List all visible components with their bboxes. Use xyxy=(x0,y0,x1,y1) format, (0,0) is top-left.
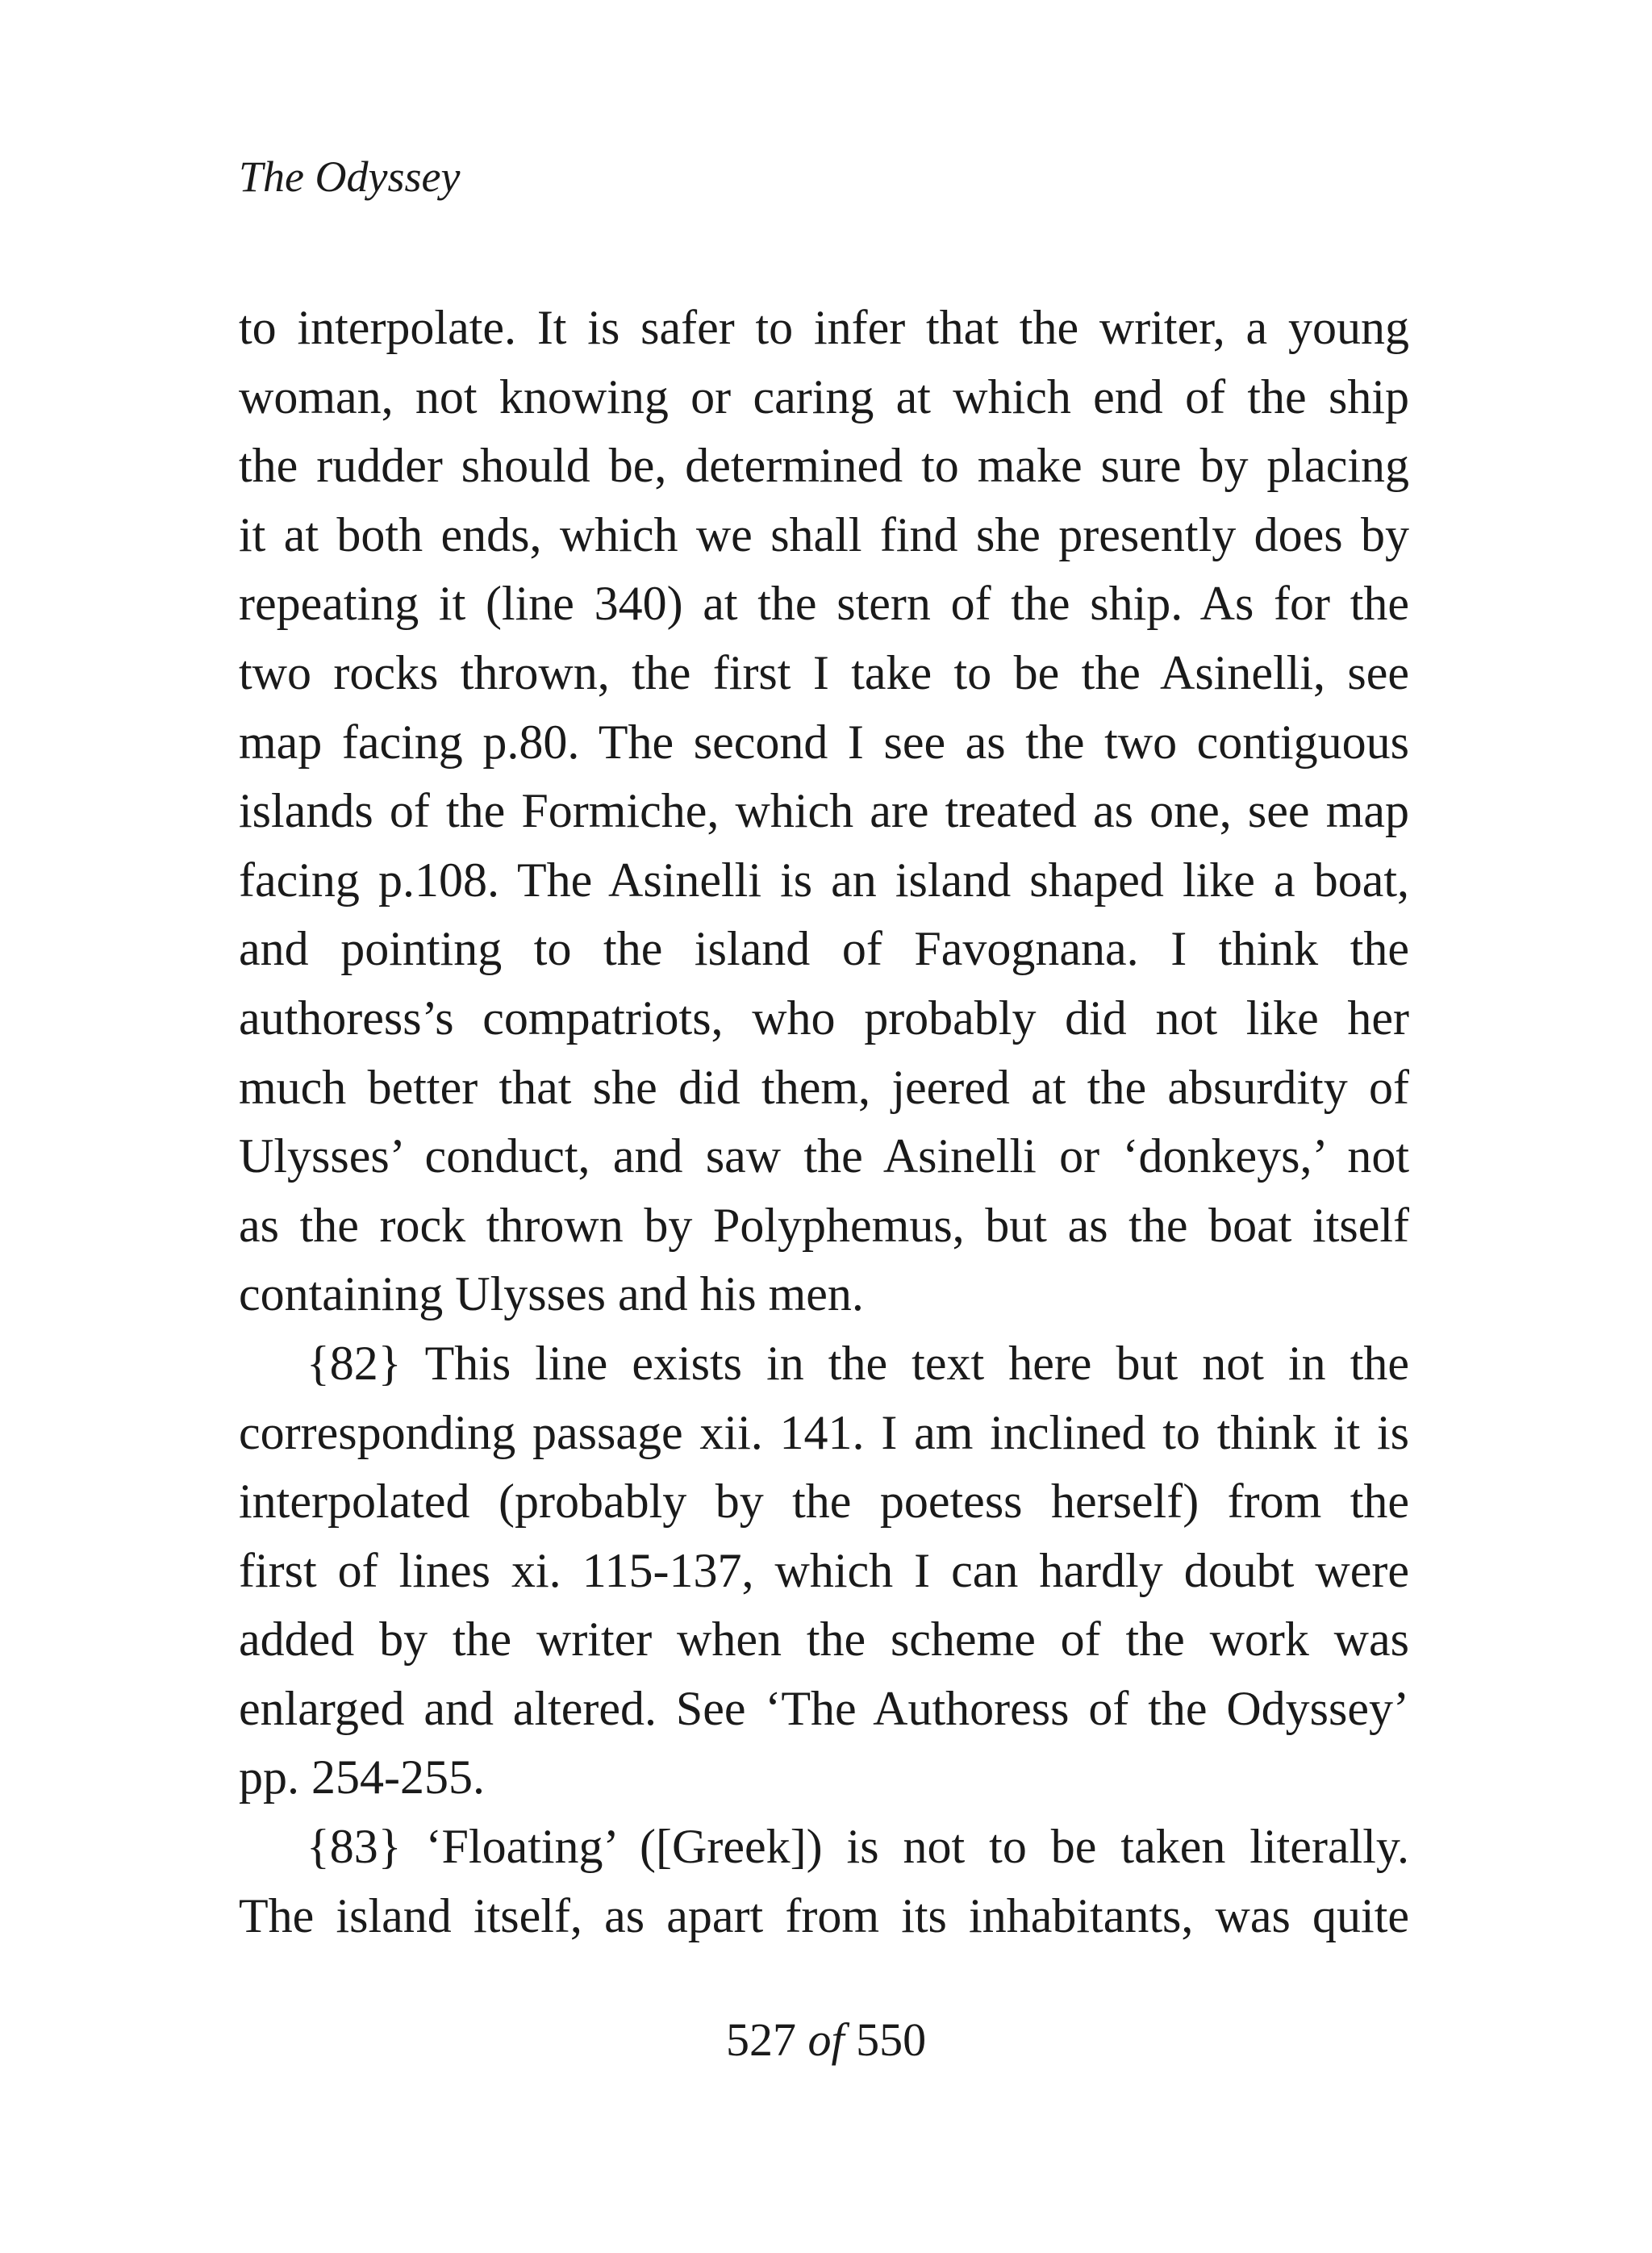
text-line: the rudder should be, determined to make sure by placing xyxy=(239,439,1409,493)
text-line: it at both ends, which we shall find she presently does by xyxy=(239,507,1409,561)
text-line: containing Ulysses and his men. xyxy=(239,1267,864,1321)
text-line: authoress’s compatriots, who probably did not like her xyxy=(239,991,1409,1045)
text-line: facing p.108. The Asinelli is an island shaped like a boat, xyxy=(239,853,1409,907)
body-text xyxy=(239,294,1409,1951)
text-line: The island itself, as apart from its inhabitants, was quite xyxy=(239,1888,1409,1942)
text-line: much better that she did them, jeered at the absurdity of xyxy=(239,1060,1409,1114)
note-82-first-line: {82} This line exists in the text here but not in the xyxy=(307,1336,1409,1390)
text-line: interpolated (probably by the poetess herself) from the xyxy=(239,1475,1409,1529)
text-line: enlarged and altered. See ‘The Authoress of the Odyssey’ xyxy=(239,1681,1409,1735)
text-line: woman, not knowing or caring at which end of the ship xyxy=(239,369,1409,423)
page-number xyxy=(0,2012,1652,2068)
text-line: to interpolate. It is safer to infer that the writer, a young xyxy=(239,301,1409,354)
text-line: corresponding passage xii. 141. I am inclined to think it is xyxy=(239,1405,1409,1459)
text-line: Ulysses’ conduct, and saw the Asinelli or ‘donkeys,’ not xyxy=(239,1129,1409,1183)
running-head-title: The Odyssey xyxy=(239,152,461,201)
note-83-first-line: {83} ‘Floating’ ([Greek]) is not to be taken literally. xyxy=(307,1820,1409,1874)
text-line: first of lines xi. 115-137, which I can hardly doubt were xyxy=(239,1543,1409,1597)
text-line: pp. 254-255. xyxy=(239,1750,485,1804)
text-line: map facing p.80. The second I see as the two contiguous xyxy=(239,715,1409,769)
text-line: islands of the Formiche, which are treated as one, see map xyxy=(239,784,1409,838)
text-line: repeating it (line 340) at the stern of the ship. As for the xyxy=(239,577,1409,631)
text-line: as the rock thrown by Polyphemus, but as the boat itself xyxy=(239,1198,1409,1252)
page-of-word: of xyxy=(807,2013,845,2066)
text-line: added by the writer when the scheme of the work was xyxy=(239,1613,1409,1667)
current-page-number: 527 xyxy=(725,2013,796,2066)
text-line: and pointing to the island of Favognana. I think the xyxy=(239,922,1409,976)
total-pages-number: 550 xyxy=(856,2013,927,2066)
text-line: two rocks thrown, the first I take to be the Asinelli, see xyxy=(239,645,1409,699)
